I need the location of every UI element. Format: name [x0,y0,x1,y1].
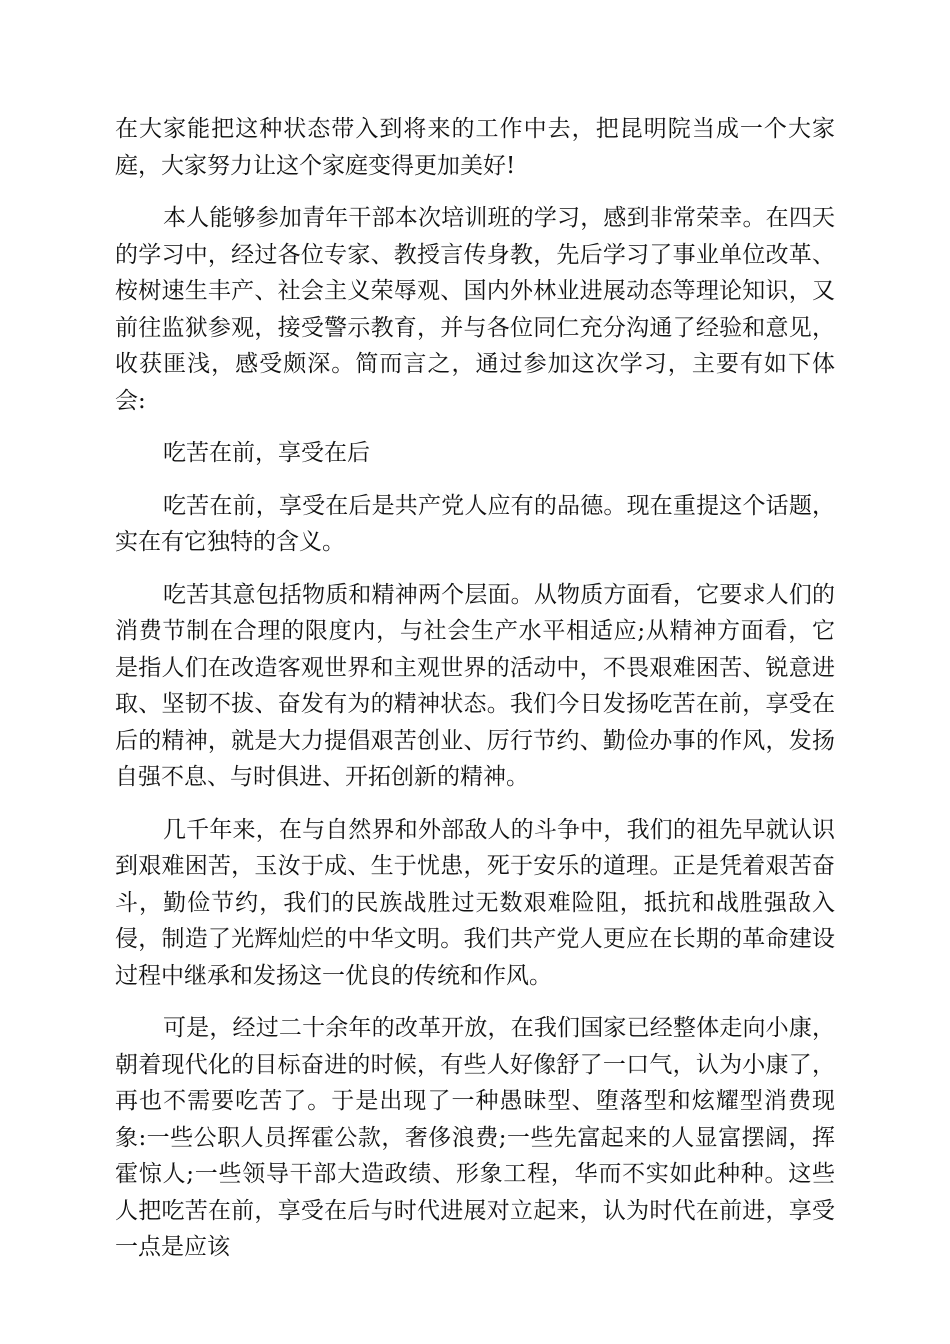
section-heading: 吃苦在前，享受在后 [163,440,370,466]
paragraph: 几千年来，在与自然界和外部敌人的斗争中，我们的祖先早就认识到艰难困苦，玉汝于成、生于忧患，死于安乐的道理。正是凭着艰苦奋斗，勤俭节约，我们的民族战胜过无数艰难险阻，抵抗和战胜强敌入侵，制造了光辉灿烂的中华文明。我们共产党人更应在长期的革命建设过程中继承和发扬这一优良的传统和作风。 [115,816,835,989]
paragraph: 可是，经过二十余年的改革开放，在我们国家已经整体走向小康，朝着现代化的目标奋进的时候，有些人好像舒了一口气，认为小康了，再也不需要吃苦了。于是出现了一种愚昧型、堕落型和炫耀型消费现象:一些公职人员挥霍公款，奢侈浪费;一些先富起来的人显富摆阔，挥霍惊人;一些领导干部大造政绩、形象工程，华而不实如此种种。这些人把吃苦在前，享受在后与时代进展对立起来，认为时代在前进，享受一点是应该 [115,1015,835,1260]
document-body [115,111,835,1282]
paragraph: 吃苦其意包括物质和精神两个层面。从物质方面看，它要求人们的消费节制在合理的限度内，与社会生产水平相适应;从精神方面看，它是指人们在改造客观世界和主观世界的活动中，不畏艰难困苦、锐意进取、坚韧不拔、奋发有为的精神状态。我们今日发扬吃苦在前，享受在后的精神，就是大力提倡艰苦创业、厉行节约、勤俭办事的作风，发扬自强不息、与时俱进、开拓创新的精神。 [115,581,835,790]
paragraph: 在大家能把这种状态带入到将来的工作中去，把昆明院当成一个大家庭，大家努力让这个家庭变得更加美好! [115,116,835,179]
paragraph: 本人能够参加青年干部本次培训班的学习，感到非常荣幸。在四天的学习中，经过各位专家、教授言传身教，先后学习了事业单位改革、桉树速生丰产、社会主义荣辱观、国内外林业进展动态等理论知识，又前往监狱参观，接受警示教育，并与各位同仁充分沟通了经验和意见，收获匪浅，感受颇深。简而言之，通过参加这次学习，主要有如下体会: [115,205,835,414]
paragraph: 吃苦在前，享受在后是共产党人应有的品德。现在重提这个话题，实在有它独特的含义。 [115,492,835,555]
